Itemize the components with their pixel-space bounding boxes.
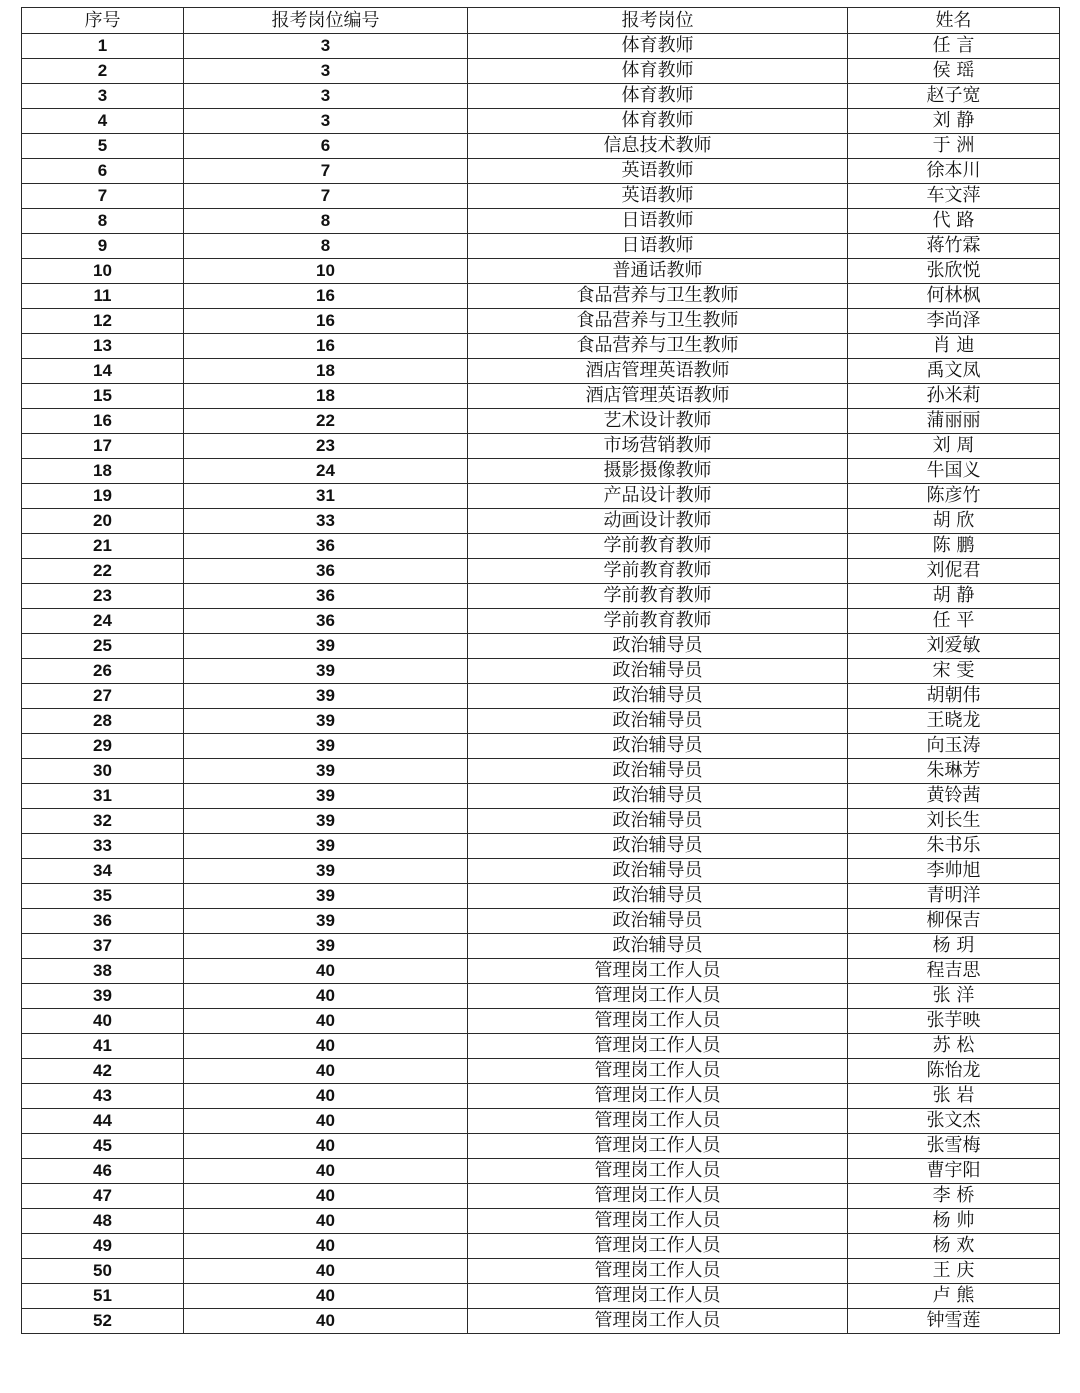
cell-name: 侯 瑶 — [848, 59, 1060, 84]
cell-position-code: 3 — [184, 59, 468, 84]
cell-serial-number: 31 — [22, 784, 184, 809]
header-position-code: 报考岗位编号 — [184, 8, 468, 34]
cell-serial-number: 22 — [22, 559, 184, 584]
table-row — [22, 834, 1060, 859]
cell-position: 食品营养与卫生教师 — [468, 309, 848, 334]
table-row — [22, 1209, 1060, 1234]
cell-name: 刘伲君 — [848, 559, 1060, 584]
cell-position: 管理岗工作人员 — [468, 1009, 848, 1034]
table-row — [22, 384, 1060, 409]
cell-name: 牛国义 — [848, 459, 1060, 484]
cell-position-code: 24 — [184, 459, 468, 484]
cell-position-code: 40 — [184, 1284, 468, 1309]
cell-position: 政治辅导员 — [468, 909, 848, 934]
cell-name: 杨 玥 — [848, 934, 1060, 959]
cell-position: 政治辅导员 — [468, 659, 848, 684]
cell-name: 张文杰 — [848, 1109, 1060, 1134]
cell-position: 英语教师 — [468, 159, 848, 184]
cell-position: 体育教师 — [468, 84, 848, 109]
table-row — [22, 434, 1060, 459]
cell-position: 学前教育教师 — [468, 534, 848, 559]
table-row — [22, 709, 1060, 734]
table-row — [22, 1159, 1060, 1184]
cell-position-code: 40 — [184, 1109, 468, 1134]
cell-name: 陈彦竹 — [848, 484, 1060, 509]
cropped-footer-row — [21, 1389, 1059, 1393]
cell-position: 管理岗工作人员 — [468, 1234, 848, 1259]
cell-position-code: 16 — [184, 309, 468, 334]
table-row — [22, 759, 1060, 784]
cell-position: 学前教育教师 — [468, 584, 848, 609]
table-row — [22, 309, 1060, 334]
cell-position: 政治辅导员 — [468, 759, 848, 784]
cell-position-code: 40 — [184, 1034, 468, 1059]
cell-position-code: 33 — [184, 509, 468, 534]
cell-position-code: 3 — [184, 34, 468, 59]
cell-position: 政治辅导员 — [468, 809, 848, 834]
cell-serial-number: 34 — [22, 859, 184, 884]
table-body — [22, 34, 1060, 1334]
table-row — [22, 259, 1060, 284]
cell-serial-number: 15 — [22, 384, 184, 409]
cell-position: 政治辅导员 — [468, 834, 848, 859]
cell-serial-number: 47 — [22, 1184, 184, 1209]
cell-serial-number: 41 — [22, 1034, 184, 1059]
cell-position-code: 39 — [184, 909, 468, 934]
cell-serial-number: 16 — [22, 409, 184, 434]
cell-name: 代 路 — [848, 209, 1060, 234]
table-row — [22, 184, 1060, 209]
cell-name: 向玉涛 — [848, 734, 1060, 759]
cell-serial-number: 33 — [22, 834, 184, 859]
cell-position-code: 39 — [184, 709, 468, 734]
cell-position-code: 40 — [184, 959, 468, 984]
table-row — [22, 584, 1060, 609]
cell-position-code: 40 — [184, 1084, 468, 1109]
cell-serial-number: 21 — [22, 534, 184, 559]
table-row — [22, 559, 1060, 584]
cell-serial-number: 2 — [22, 59, 184, 84]
header-serial-number: 序号 — [22, 8, 184, 34]
cell-position: 学前教育教师 — [468, 559, 848, 584]
cell-serial-number: 52 — [22, 1309, 184, 1334]
cell-name: 陈 鹏 — [848, 534, 1060, 559]
roster-sheet — [21, 7, 1059, 1334]
cell-position-code: 40 — [184, 1184, 468, 1209]
cell-serial-number: 1 — [22, 34, 184, 59]
cell-position: 管理岗工作人员 — [468, 959, 848, 984]
cell-position-code: 3 — [184, 109, 468, 134]
cell-position-code: 6 — [184, 134, 468, 159]
cell-serial-number: 6 — [22, 159, 184, 184]
table-row — [22, 484, 1060, 509]
table-row — [22, 1059, 1060, 1084]
cell-name: 蒋竹霖 — [848, 234, 1060, 259]
cell-name: 李 桥 — [848, 1184, 1060, 1209]
cell-serial-number: 4 — [22, 109, 184, 134]
cell-position: 学前教育教师 — [468, 609, 848, 634]
cell-serial-number: 9 — [22, 234, 184, 259]
cell-serial-number: 36 — [22, 909, 184, 934]
cell-position: 日语教师 — [468, 209, 848, 234]
cell-position: 酒店管理英语教师 — [468, 384, 848, 409]
cell-serial-number: 14 — [22, 359, 184, 384]
cell-name: 柳保吉 — [848, 909, 1060, 934]
cell-serial-number: 23 — [22, 584, 184, 609]
cell-name: 青明洋 — [848, 884, 1060, 909]
cell-position-code: 40 — [184, 1209, 468, 1234]
cell-serial-number: 10 — [22, 259, 184, 284]
cell-name: 钟雪莲 — [848, 1309, 1060, 1334]
cell-position-code: 7 — [184, 159, 468, 184]
cell-position-code: 40 — [184, 1134, 468, 1159]
cell-name: 苏 松 — [848, 1034, 1060, 1059]
candidate-table — [21, 7, 1060, 1334]
table-row — [22, 134, 1060, 159]
cell-name: 陈怡龙 — [848, 1059, 1060, 1084]
cell-position-code: 22 — [184, 409, 468, 434]
cell-serial-number: 32 — [22, 809, 184, 834]
cell-serial-number: 30 — [22, 759, 184, 784]
table-row — [22, 1134, 1060, 1159]
cell-serial-number: 13 — [22, 334, 184, 359]
cell-serial-number: 43 — [22, 1084, 184, 1109]
cell-position: 政治辅导员 — [468, 684, 848, 709]
cell-position: 政治辅导员 — [468, 709, 848, 734]
table-row — [22, 459, 1060, 484]
table-row — [22, 1109, 1060, 1134]
table-row — [22, 34, 1060, 59]
cell-serial-number: 11 — [22, 284, 184, 309]
cell-position-code: 39 — [184, 809, 468, 834]
cell-position-code: 39 — [184, 759, 468, 784]
cell-position-code: 36 — [184, 584, 468, 609]
cell-position: 体育教师 — [468, 109, 848, 134]
cell-name: 张欣悦 — [848, 259, 1060, 284]
table-row — [22, 109, 1060, 134]
cell-serial-number: 50 — [22, 1259, 184, 1284]
cell-serial-number: 5 — [22, 134, 184, 159]
table-row — [22, 634, 1060, 659]
cell-name: 刘 周 — [848, 434, 1060, 459]
table-row — [22, 1184, 1060, 1209]
cell-name: 刘 静 — [848, 109, 1060, 134]
cell-position-code: 8 — [184, 209, 468, 234]
cell-name: 徐本川 — [848, 159, 1060, 184]
cell-position-code: 36 — [184, 609, 468, 634]
header-row — [22, 8, 1060, 34]
cell-position: 动画设计教师 — [468, 509, 848, 534]
cell-name: 任 平 — [848, 609, 1060, 634]
cell-position-code: 31 — [184, 484, 468, 509]
table-row — [22, 209, 1060, 234]
cell-name: 王 庆 — [848, 1259, 1060, 1284]
cell-name: 蒲丽丽 — [848, 409, 1060, 434]
table-row — [22, 1259, 1060, 1284]
cell-position: 产品设计教师 — [468, 484, 848, 509]
cell-position: 管理岗工作人员 — [468, 1284, 848, 1309]
cell-position-code: 39 — [184, 734, 468, 759]
table-row — [22, 809, 1060, 834]
table-row — [22, 684, 1060, 709]
table-row — [22, 234, 1060, 259]
cell-name: 朱书乐 — [848, 834, 1060, 859]
cell-serial-number: 44 — [22, 1109, 184, 1134]
cell-serial-number: 45 — [22, 1134, 184, 1159]
table-row — [22, 984, 1060, 1009]
table-row — [22, 534, 1060, 559]
cell-position: 艺术设计教师 — [468, 409, 848, 434]
cell-position: 日语教师 — [468, 234, 848, 259]
cell-position: 政治辅导员 — [468, 859, 848, 884]
cell-name: 张 洋 — [848, 984, 1060, 1009]
cell-name: 于 洲 — [848, 134, 1060, 159]
table-row — [22, 1034, 1060, 1059]
cell-serial-number: 49 — [22, 1234, 184, 1259]
cell-position: 管理岗工作人员 — [468, 1309, 848, 1334]
cell-position: 政治辅导员 — [468, 884, 848, 909]
cell-name: 卢 熊 — [848, 1284, 1060, 1309]
cell-position-code: 39 — [184, 934, 468, 959]
cell-serial-number: 51 — [22, 1284, 184, 1309]
cell-position-code: 18 — [184, 359, 468, 384]
cell-position-code: 36 — [184, 559, 468, 584]
cell-serial-number: 26 — [22, 659, 184, 684]
table-row — [22, 659, 1060, 684]
cell-position-code: 8 — [184, 234, 468, 259]
cell-serial-number: 18 — [22, 459, 184, 484]
table-row — [22, 509, 1060, 534]
table-row — [22, 1009, 1060, 1034]
cell-position: 管理岗工作人员 — [468, 1184, 848, 1209]
cell-position-code: 39 — [184, 834, 468, 859]
table-row — [22, 1284, 1060, 1309]
cell-serial-number: 46 — [22, 1159, 184, 1184]
header-name: 姓名 — [848, 8, 1060, 34]
cell-position: 酒店管理英语教师 — [468, 359, 848, 384]
cell-position-code: 39 — [184, 784, 468, 809]
cell-position: 普通话教师 — [468, 259, 848, 284]
cell-serial-number: 48 — [22, 1209, 184, 1234]
cell-position: 管理岗工作人员 — [468, 1159, 848, 1184]
cell-position: 管理岗工作人员 — [468, 1259, 848, 1284]
cell-position-code: 40 — [184, 1009, 468, 1034]
cell-position: 英语教师 — [468, 184, 848, 209]
cell-serial-number: 42 — [22, 1059, 184, 1084]
cell-position-code: 18 — [184, 384, 468, 409]
cell-position-code: 39 — [184, 634, 468, 659]
cell-position-code: 16 — [184, 334, 468, 359]
cell-position: 政治辅导员 — [468, 934, 848, 959]
cell-serial-number: 39 — [22, 984, 184, 1009]
cell-serial-number: 40 — [22, 1009, 184, 1034]
cell-name: 曹宇阳 — [848, 1159, 1060, 1184]
cell-position: 管理岗工作人员 — [468, 1109, 848, 1134]
cell-name: 张芋映 — [848, 1009, 1060, 1034]
table-row — [22, 784, 1060, 809]
cell-name: 禹文凤 — [848, 359, 1060, 384]
cell-name: 胡 静 — [848, 584, 1060, 609]
table-row — [22, 1234, 1060, 1259]
cell-name: 胡 欣 — [848, 509, 1060, 534]
cell-position-code: 39 — [184, 859, 468, 884]
cell-name: 赵子宽 — [848, 84, 1060, 109]
cell-name: 何林枫 — [848, 284, 1060, 309]
cell-name: 刘爱敏 — [848, 634, 1060, 659]
cell-name: 李帅旭 — [848, 859, 1060, 884]
cell-position: 管理岗工作人员 — [468, 1059, 848, 1084]
cell-name: 朱琳芳 — [848, 759, 1060, 784]
cell-position: 摄影摄像教师 — [468, 459, 848, 484]
cell-name: 张 岩 — [848, 1084, 1060, 1109]
cell-name: 胡朝伟 — [848, 684, 1060, 709]
cell-serial-number: 28 — [22, 709, 184, 734]
cell-position-code: 40 — [184, 1234, 468, 1259]
table-row — [22, 909, 1060, 934]
cell-serial-number: 3 — [22, 84, 184, 109]
table-row — [22, 1309, 1060, 1334]
cell-serial-number: 19 — [22, 484, 184, 509]
cell-position-code: 40 — [184, 1259, 468, 1284]
cell-serial-number: 24 — [22, 609, 184, 634]
cell-serial-number: 27 — [22, 684, 184, 709]
cell-position: 政治辅导员 — [468, 784, 848, 809]
cell-position-code: 3 — [184, 84, 468, 109]
cell-position-code: 7 — [184, 184, 468, 209]
cell-name: 宋 雯 — [848, 659, 1060, 684]
cell-position-code: 39 — [184, 684, 468, 709]
table-row — [22, 84, 1060, 109]
cell-name: 肖 迪 — [848, 334, 1060, 359]
cell-position: 管理岗工作人员 — [468, 1084, 848, 1109]
cell-position: 管理岗工作人员 — [468, 984, 848, 1009]
cell-position-code: 40 — [184, 984, 468, 1009]
cell-name: 车文萍 — [848, 184, 1060, 209]
cell-serial-number: 20 — [22, 509, 184, 534]
table-row — [22, 59, 1060, 84]
cell-name: 张雪梅 — [848, 1134, 1060, 1159]
table-row — [22, 284, 1060, 309]
cell-serial-number: 25 — [22, 634, 184, 659]
cell-position-code: 39 — [184, 884, 468, 909]
table-row — [22, 934, 1060, 959]
cell-position-code: 23 — [184, 434, 468, 459]
cell-serial-number: 12 — [22, 309, 184, 334]
table-row — [22, 359, 1060, 384]
cell-name: 刘长生 — [848, 809, 1060, 834]
cell-name: 程吉思 — [848, 959, 1060, 984]
cell-serial-number: 35 — [22, 884, 184, 909]
cell-position-code: 40 — [184, 1309, 468, 1334]
cell-serial-number: 17 — [22, 434, 184, 459]
header-position: 报考岗位 — [468, 8, 848, 34]
table-row — [22, 334, 1060, 359]
cell-position: 管理岗工作人员 — [468, 1034, 848, 1059]
cell-position: 体育教师 — [468, 34, 848, 59]
cell-name: 李尚泽 — [848, 309, 1060, 334]
table-row — [22, 1084, 1060, 1109]
table-row — [22, 409, 1060, 434]
cell-name: 黄铃茜 — [848, 784, 1060, 809]
cell-serial-number: 7 — [22, 184, 184, 209]
table-row — [22, 959, 1060, 984]
cell-position-code: 10 — [184, 259, 468, 284]
cell-position-code: 40 — [184, 1059, 468, 1084]
cell-position: 管理岗工作人员 — [468, 1209, 848, 1234]
table-header — [22, 8, 1060, 34]
cell-position-code: 39 — [184, 659, 468, 684]
cell-name: 王晓龙 — [848, 709, 1060, 734]
cell-position: 体育教师 — [468, 59, 848, 84]
cell-position: 政治辅导员 — [468, 634, 848, 659]
table-row — [22, 734, 1060, 759]
table-row — [22, 159, 1060, 184]
cell-position-code: 16 — [184, 284, 468, 309]
cell-name: 杨 帅 — [848, 1209, 1060, 1234]
cell-serial-number: 37 — [22, 934, 184, 959]
table-row — [22, 859, 1060, 884]
cell-position: 市场营销教师 — [468, 434, 848, 459]
cell-serial-number: 29 — [22, 734, 184, 759]
cell-position: 食品营养与卫生教师 — [468, 334, 848, 359]
table-row — [22, 609, 1060, 634]
cell-name: 杨 欢 — [848, 1234, 1060, 1259]
cell-serial-number: 8 — [22, 209, 184, 234]
table-row — [22, 884, 1060, 909]
cell-position: 政治辅导员 — [468, 734, 848, 759]
cell-name: 任 言 — [848, 34, 1060, 59]
cell-position: 食品营养与卫生教师 — [468, 284, 848, 309]
cell-position-code: 36 — [184, 534, 468, 559]
cell-serial-number: 38 — [22, 959, 184, 984]
cell-position-code: 40 — [184, 1159, 468, 1184]
cell-position: 信息技术教师 — [468, 134, 848, 159]
cell-position: 管理岗工作人员 — [468, 1134, 848, 1159]
cell-name: 孙米莉 — [848, 384, 1060, 409]
